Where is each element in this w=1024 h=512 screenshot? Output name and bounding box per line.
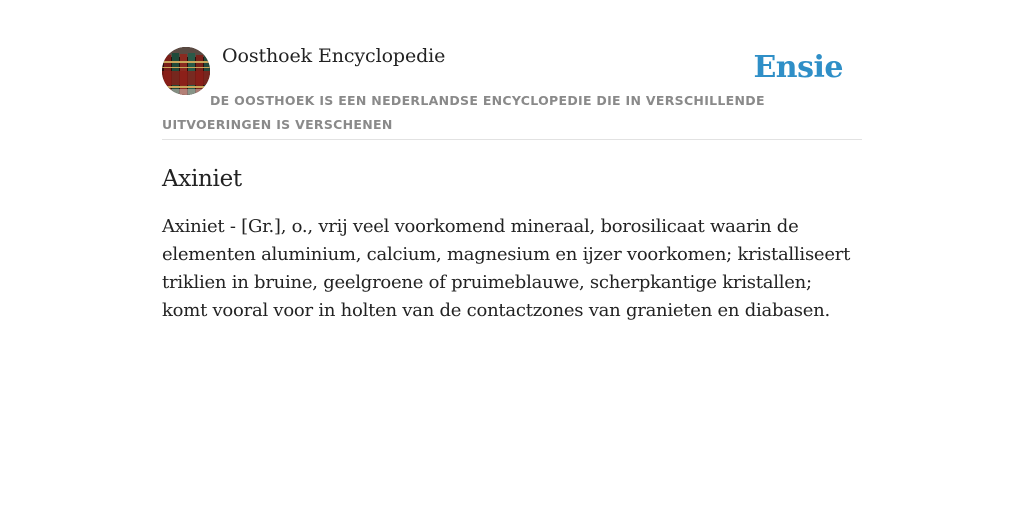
site-header: [162, 0, 862, 140]
article-body: Axiniet - [Gr.], o., vrij veel voorkomend mineraal, borosilicaat waarin de elementen aluminium, calcium, magnesium en ijzer voorkomen; kristalliseert triklien in bruine, geelgroene of pruimeblauwe, scherpkantige kristallen; komt vooral voor in holten van de contactzones van granieten en diabasen.: [162, 216, 851, 321]
brand-logo[interactable]: Ensie: [753, 50, 843, 85]
article-title: Axiniet: [162, 166, 242, 192]
site-subtitle: DE OOSTHOEK IS EEN NEDERLANDSE ENCYCLOPEDIE DIE IN VERSCHILLENDE UITVOERINGEN IS VERSCHENEN: [162, 93, 765, 132]
avatar[interactable]: [162, 47, 210, 95]
site-title[interactable]: Oosthoek Encyclopedie: [222, 45, 446, 67]
encyclopedia-books-icon: [162, 47, 210, 95]
page-container: [162, 0, 862, 325]
article: [162, 140, 862, 325]
